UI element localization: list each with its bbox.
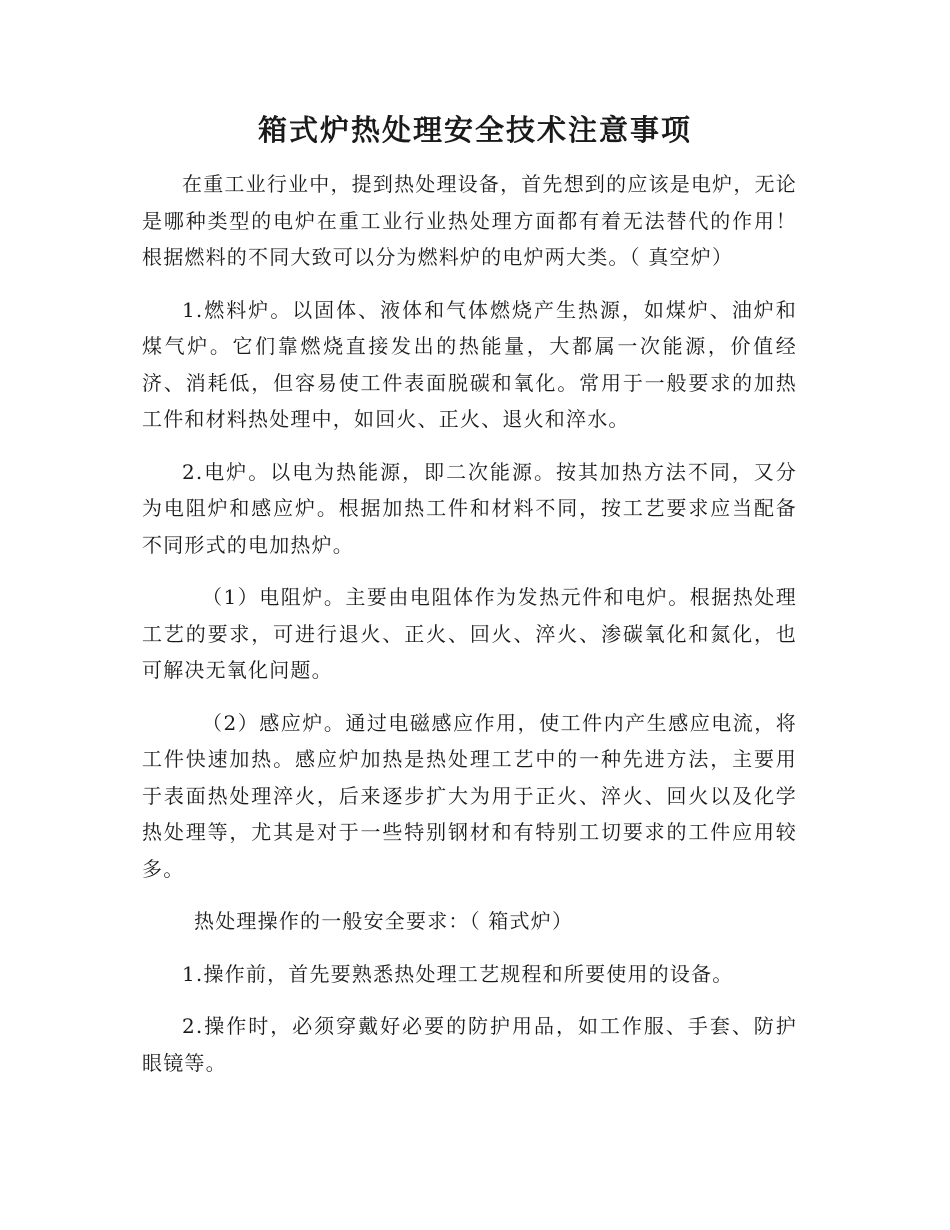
paragraph-safety-1: 1.操作前，首先要熟悉热处理工艺规程和所要使用的设备。 — [182, 961, 734, 986]
document-title: 箱式炉热处理安全技术注意事项 — [257, 113, 692, 147]
paragraph-electric-furnace: 2.电炉。以电为热能源，即二次能源。按其加热方法不同，又分为电阻炉和感应炉。根据加热工件和材料不同，按工艺要求应当配备不同形式的电加热炉。 — [142, 459, 797, 557]
paragraph-safety-heading: 热处理操作的一般安全要求：（ 箱式炉） — [194, 909, 574, 933]
paragraph-fuel-furnace: 1.燃料炉。以固体、液体和气体燃烧产生热源，如煤炉、油炉和煤气炉。它们靠燃烧直接发出的热能量，大都属一次能源，价值经济、消耗低，但容易使工件表面脱碳和氧化。常用于一般要求的加热工件和材料热处理中，如回火、正火、退火和淬水。 — [142, 297, 797, 431]
document-body — [142, 166, 797, 1097]
paragraph-resistance-furnace: （1）电阻炉。主要由电阻体作为发热元件和电炉。根据热处理工艺的要求，可进行退火、正火、回火、淬火、渗碳氧化和氮化，也可解决无氧化问题。 — [142, 585, 797, 682]
paragraph-safety-2: 2.操作时，必须穿戴好必要的防护用品，如工作服、手套、防护眼镜等。 — [142, 1014, 797, 1075]
paragraph-intro: 在重工业行业中，提到热处理设备，首先想到的应该是电炉，无论是哪种类型的电炉在重工业行业热处理方面都有着无法替代的作用！根据燃料的不同大致可以分为燃料炉的电炉两大类。（ 真空炉） — [142, 172, 797, 269]
paragraph-induction-furnace: （2）感应炉。通过电磁感应作用，使工件内产生感应电流，将工件快速加热。感应炉加热是热处理工艺中的一种先进方法，主要用于表面热处理淬火，后来逐步扩大为用于正火、淬火、回火以及化学热处理等，尤其是对于一些特别钢材和有特别工切要求的工件应用较多。 — [142, 710, 797, 881]
